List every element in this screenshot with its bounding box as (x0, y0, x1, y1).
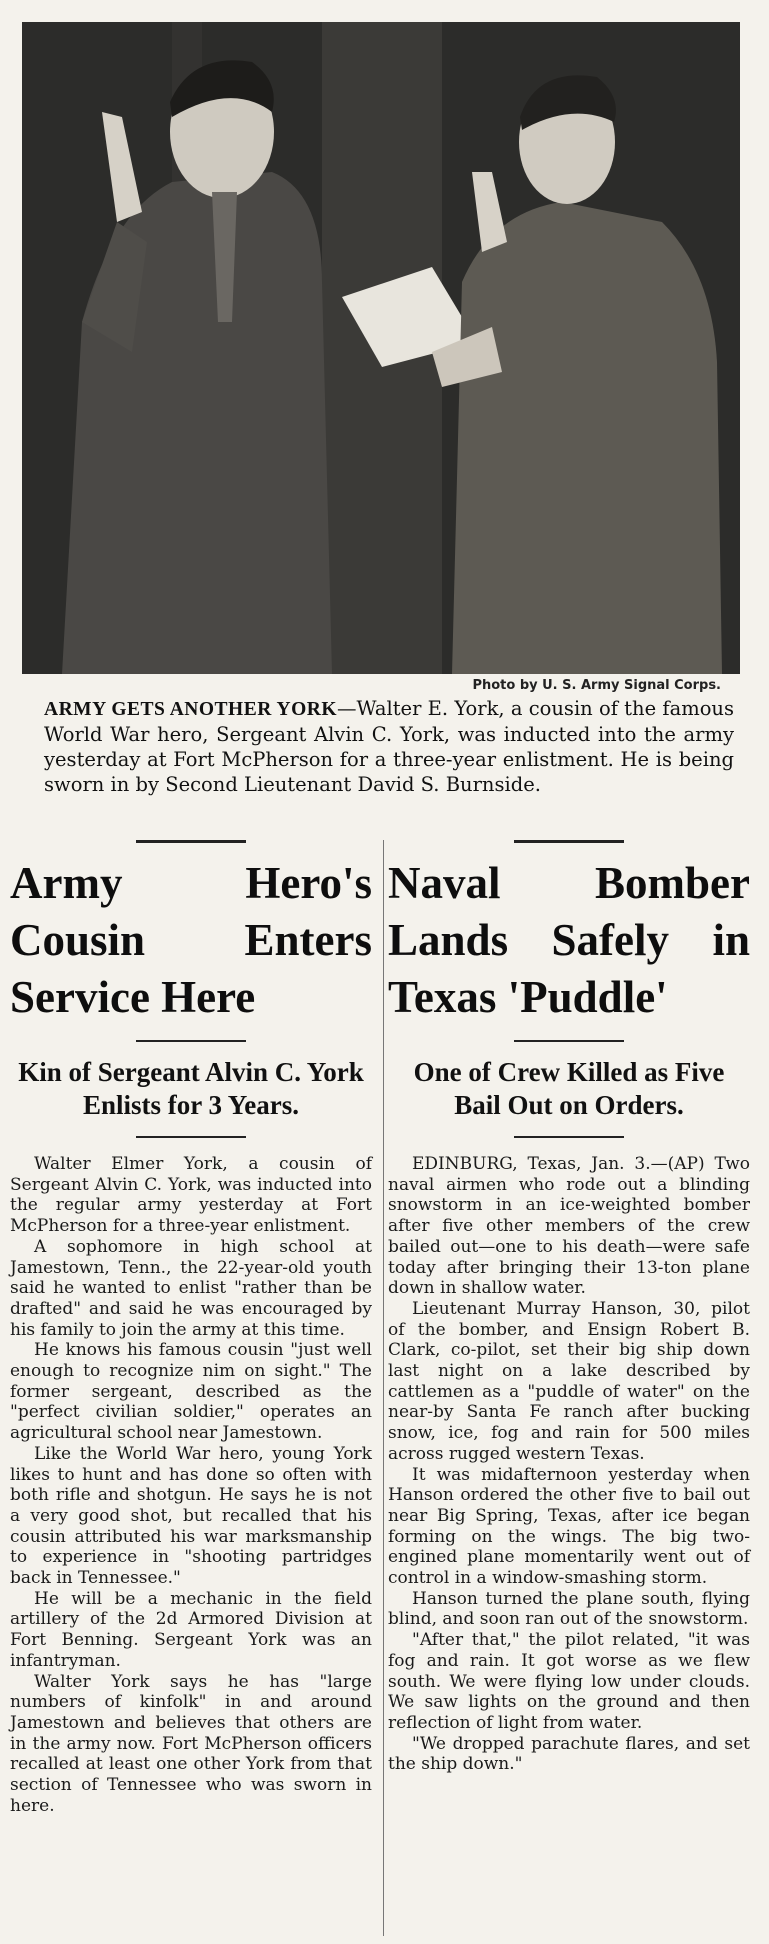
right-body (388, 1154, 750, 1775)
right-headline: Naval Bomber Lands Safely in Texas 'Puddle' (388, 858, 750, 1022)
column-divider (383, 840, 384, 1936)
paragraph: Walter Elmer York, a cousin of Sergeant Alvin C. York, was inducted into the regular army yesterday at Fort McPherson for a three-year enlistment. (10, 1154, 372, 1237)
photo-illustration (22, 22, 740, 674)
left-body (10, 1154, 372, 1817)
caption-lead: ARMY GETS ANOTHER YORK (44, 699, 338, 720)
left-article (10, 840, 372, 1817)
paragraph: Hanson turned the plane south, flying blind, and soon ran out of the snowstorm. (388, 1588, 750, 1630)
paragraph: "After that," the pilot related, "it was fog and rain. It got worse as we flew south. We were flying low under clouds. We saw lights on the ground and then reflection of light from water. (388, 1630, 750, 1733)
paragraph: It was midafternoon yesterday when Hanson ordered the other five to bail out near Big Spring, Texas, after ice began forming on the wings. The big two-engined plane momentarily went out of control in a window-smashing storm. (388, 1464, 750, 1589)
photo-credit: Photo by U. S. Army Signal Corps. (472, 678, 721, 693)
photo-caption (44, 696, 734, 797)
paragraph: Walter York says he has "large numbers of kinfolk" in and around Jamestown and believes that others are in the army now. Fort McPherson officers recalled at least one other York from that section of Tennessee who was sworn in here. (10, 1671, 372, 1816)
subhead-rule (136, 1040, 246, 1042)
subhead-rule (514, 1040, 624, 1042)
paragraph: "We dropped parachute flares, and set the ship down." (388, 1733, 750, 1775)
left-subhead: Kin of Sergeant Alvin C. York Enlists for 3 Years. (18, 1057, 364, 1120)
paragraph: He will be a mechanic in the field artillery of the 2d Armored Division at Fort Benning. Sergeant York was an infantryman. (10, 1588, 372, 1671)
body-rule (514, 1136, 624, 1138)
right-subhead: One of Crew Killed as Five Bail Out on Orders. (413, 1057, 725, 1120)
paragraph: A sophomore in high school at Jamestown, Tenn., the 22-year-old youth said he wanted to enlist "rather than be drafted" and said he was encouraged by his family to join the army at this time. (10, 1236, 372, 1340)
body-rule (136, 1136, 246, 1138)
dateline: EDINBURG, Texas, Jan. 3.—(AP) (412, 1154, 705, 1174)
paragraph: Like the World War hero, young York likes to hunt and has done so often with both rifle and shotgun. He says he is not a very good shot, but recalled that his cousin attributed his war marksmanship to experience in "shooting partridges back in Tennessee." (10, 1443, 372, 1589)
left-headline: Army Hero's Cousin Enters Service Here (10, 858, 372, 1022)
news-photo (22, 22, 740, 674)
paragraph: He knows his famous cousin "just well enough to recognize nim on sight." The former sergeant, described as the "perfect civilian soldier," operates an agricultural school near Jamestown. (10, 1340, 372, 1444)
caption-text: —Walter E. York, a cousin of the famous World War hero, Sergeant Alvin C. York, was inducted into the army yesterday at Fort McPherson for a three-year enlistment. He is being sworn in by Second Lieutenant David S. Burnside. (44, 697, 734, 796)
lead-text: Two naval airmen who rode out a blinding snowstorm in an ice-weighted bomber after five other members of the crew bailed out—one to his death—were safe today after bringing their 13-ton plane down in shallow water. (388, 1154, 750, 1299)
paragraph-lead (388, 1154, 750, 1299)
headline-rule (136, 840, 246, 843)
paragraph: Lieutenant Murray Hanson, 30, pilot of the bomber, and Ensign Robert B. Clark, co-pilot, set their big ship down last night on a lake described by cattlemen as a "puddle of water" on the near-by Santa Fe ranch after bucking snow, ice, fog and rain for 500 miles across rugged western Texas. (388, 1298, 750, 1464)
right-article (388, 840, 750, 1775)
headline-rule (514, 840, 624, 843)
